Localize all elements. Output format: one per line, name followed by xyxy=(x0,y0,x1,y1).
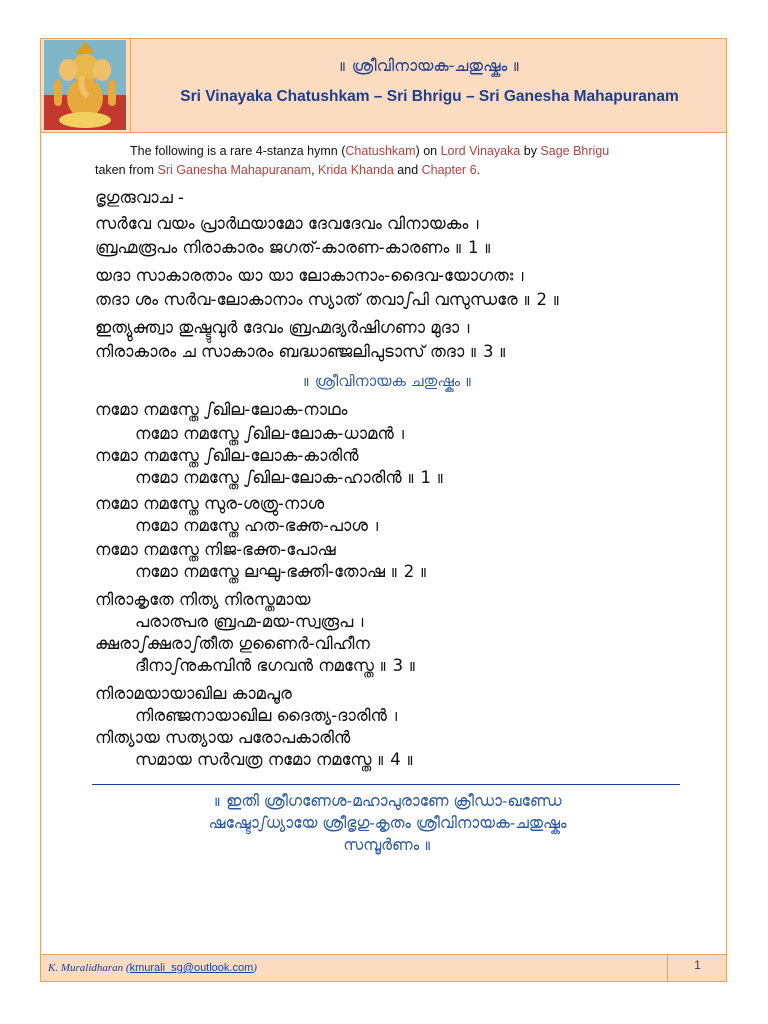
intro-line-1 xyxy=(95,144,695,158)
author-name: K. Muralidharan ( xyxy=(48,962,130,974)
page-title-malayalam: ॥ ശ്രീവിനായക-ചതുഷ്കം ॥ xyxy=(338,56,521,75)
prelude-line: നിരാകാരം ച സാകാരം ബദ്ധാഞ്ജലിപുടാസ് തദാ ॥ 3 ॥ xyxy=(95,342,507,361)
closing-line: ॥ ഇതി ശ്രീഗണേശ-മഹാപുരാണേ ക്രീഡാ-ഖണ്ഡേ xyxy=(213,792,562,810)
stanza-line: നമോ നമസ്തേ ഽഖില-ലോക-ഹാരിൻ ॥ 1 ॥ xyxy=(135,468,445,487)
stanza-line: പരാത്പര ബ്രഹ്മ-മയ-സ്വരൂപ । xyxy=(135,612,367,631)
stanza-line: നമോ നമസ്തേ ഽഖില-ലോക-ധാമൻ । xyxy=(135,424,408,443)
page-title-english: Sri Vinayaka Chatushkam – Sri Bhrigu – Sri Ganesha Mahapuranam xyxy=(180,88,679,105)
prelude-line: തദാ ശം സർവ-ലോകാനാം സ്യാത് തവാഽപി വസുന്ധരേ ॥ 2 ॥ xyxy=(95,290,561,309)
stanza-line: നിരാമയായാഖില കാമപൂര xyxy=(95,684,292,703)
intro-text: The following is a rare 4-stanza hymn ( xyxy=(130,144,346,158)
stanza-line: നിരാകൃതേ നിത്യ നിരസ്തമായ xyxy=(95,590,311,609)
stanza-line: നമോ നമസ്തേ നിജ-ഭക്ത-പോഷ xyxy=(95,540,336,559)
header-divider xyxy=(130,38,131,133)
stanza-line: സമായ സർവത്ര നമോ നമസ്തേ ॥ 4 ॥ xyxy=(135,750,415,769)
prelude-line: ബ്രഹ്മരൂപം നിരാകാരം ജഗത്-കാരണ-കാരണം ॥ 1 ॥ xyxy=(95,238,493,257)
page-number: 1 xyxy=(694,958,701,972)
intro-keyword: Krida Khanda xyxy=(318,163,394,177)
section-divider xyxy=(92,784,680,785)
prelude-line: ഇത്യുക്ത്വാ തുഷ്ടുവുർ ദേവം ബ്രഹ്മദ്യർഷിഗണാ മുദാ । xyxy=(95,318,473,337)
header-banner xyxy=(40,38,727,133)
section-title: ॥ ശ്രീവിനായക ചതുഷ്കം ॥ xyxy=(302,372,473,390)
intro-text: ) on xyxy=(415,144,441,158)
stanza-line: നമോ നമസ്തേ ലഘു-ഭക്തി-തോഷ ॥ 2 ॥ xyxy=(135,562,428,581)
intro-text: and xyxy=(393,163,422,177)
intro-line-2 xyxy=(95,163,695,177)
author-end: ) xyxy=(253,962,257,974)
intro-keyword: Chatushkam xyxy=(345,144,416,158)
intro-keyword: Sri Ganesha Mahapuranam xyxy=(157,163,312,177)
stanza-line: നിരഞ്ജനായാഖില ദൈത്യ-ദാരിൻ । xyxy=(135,706,401,725)
prelude-line: സർവേ വയം പ്രാർഥയാമോ ദേവദേവം വിനായകം । xyxy=(95,214,482,233)
closing-line: സമ്പൂർണം ॥ xyxy=(343,836,432,854)
ganesha-image xyxy=(44,40,126,130)
closing-line: ഷഷ്ടോഽധ്യായേ ശ്രീഭൃഗു-കൃതം ശ്രീവിനായക-ചതുഷ്കം xyxy=(208,814,567,832)
author-email-link[interactable]: kmurali_sg@outlook.com xyxy=(129,962,254,974)
stanza-line: നമോ നമസ്തേ ഹത-ഭക്ത-പാശ । xyxy=(135,516,382,535)
intro-keyword: Chapter 6 xyxy=(421,163,477,177)
intro-keyword: Sage Bhrigu xyxy=(540,144,610,158)
stanza-line: ദീനാഽനുകമ്പിൻ ഭഗവൻ നമസ്തേ ॥ 3 ॥ xyxy=(135,656,417,675)
footer-author xyxy=(48,962,257,974)
stanza-line: നിത്യായ സത്യായ പരോപകാരിൻ xyxy=(95,728,351,747)
prelude-line: യദാ സാകാരതാം യാ യാ ലോകാനാം-ദൈവ-യോഗതഃ । xyxy=(95,266,527,285)
stanza-line: ക്ഷരാഽക്ഷരാഽതീത ഗുണൈർ-വിഹീന xyxy=(95,634,370,653)
intro-text: . xyxy=(476,163,481,177)
stanza-line: നമോ നമസ്തേ ഽഖില-ലോക-നാഥം xyxy=(95,400,348,419)
prelude-line: ഭൃഗുരുവാച - xyxy=(95,188,184,207)
stanza-line: നമോ നമസ്തേ ഽഖില-ലോക-കാരിൻ xyxy=(95,446,359,465)
stanza-line: നമോ നമസ്തേ സുര-ശത്രു-നാശ xyxy=(95,494,325,513)
intro-text: , xyxy=(311,163,319,177)
intro-keyword: Lord Vinayaka xyxy=(440,144,521,158)
intro-text: by xyxy=(520,144,541,158)
intro-text: taken from xyxy=(95,163,158,177)
